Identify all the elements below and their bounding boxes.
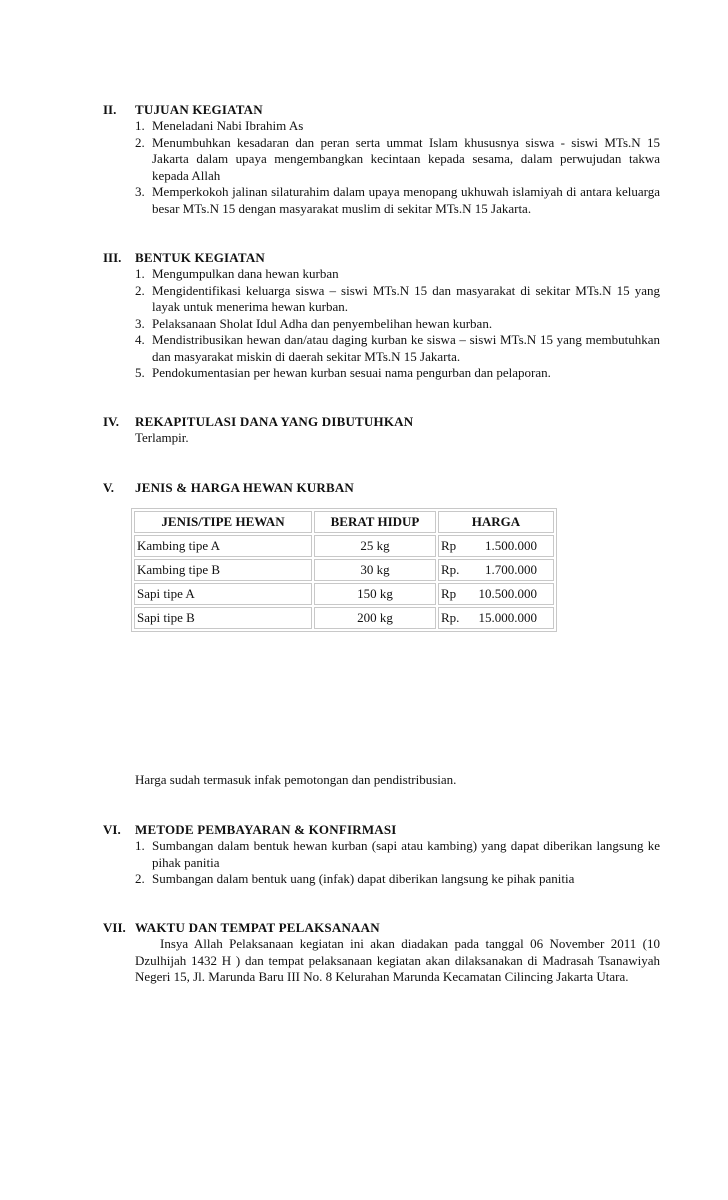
section-body [135,936,660,986]
section-heading: WAKTU DAN TEMPAT PELAKSANAAN [135,920,380,935]
item-text: Mendistribusikan hewan dan/atau daging kurban ke siswa – siswi MTs.N 15 yang membutuhkan dan masyarakat miskin di daerah sekitar MTs.N 15 Jakarta. [152,332,660,364]
section-numeral: VII. [103,920,126,935]
section-body [135,266,660,382]
item-text: Menumbuhkan kesadaran dan peran serta ummat Islam khususnya siswa - siswi MTs.N 15 Jakarta dalam upaya mengembangkan kecintaan kepada sesama, dalam perwujudan takwa kepada Allah [152,134,660,183]
item-text: Memperkokoh jalinan silaturahim dalam upaya menopang ukhuwah islamiyah di antara keluarga besar MTs.N 15 dengan masyarakat muslim di sekitar MTs.N 15 Jakarta. [152,184,660,216]
activity-list [135,266,660,382]
cell-price [438,535,554,557]
section-numeral: III. [103,250,122,265]
item-text: Pelaksanaan Sholat Idul Adha dan penyembelihan hewan kurban. [152,315,493,331]
cell-weight: 150 kg [314,583,436,605]
table-header-row [134,511,554,533]
table-row [134,607,554,629]
section-body [135,118,660,217]
section-heading: METODE PEMBAYARAN & KONFIRMASI [135,822,397,837]
item-number: 4. [135,332,145,347]
price-amount: 1.500.000 [485,538,537,554]
list-item [135,838,660,871]
cell-weight: 200 kg [314,607,436,629]
item-text: Sumbangan dalam bentuk hewan kurban (sapi atau kambing) yang dapat diberikan langsung ke pihak panitia [152,838,660,870]
price-amount: 10.500.000 [478,586,537,602]
column-header-weight: BERAT HIDUP [314,511,436,533]
item-number: 2. [135,134,145,150]
item-text: Mengumpulkan dana hewan kurban [152,266,339,281]
price-note: Harga sudah termasuk infak pemotongan dan pendistribusian. [135,772,457,787]
item-number: 1. [135,118,145,133]
section-body [135,430,660,447]
column-header-type: JENIS/TIPE HEWAN [134,511,312,533]
item-text: Sumbangan dalam bentuk uang (infak) dapat diberikan langsung ke pihak panitia [152,871,575,886]
item-number: 3. [135,184,145,199]
cell-type: Kambing tipe A [134,535,312,557]
item-number: 5. [135,365,145,380]
item-number: 1. [135,266,145,281]
section-numeral: V. [103,480,114,495]
list-item [135,365,660,382]
section-body [135,838,660,888]
item-number: 3. [135,315,145,331]
table-row [134,583,554,605]
cell-type: Kambing tipe B [134,559,312,581]
list-item [135,266,660,283]
item-number: 2. [135,871,145,886]
list-item [135,316,660,333]
list-item [135,283,660,316]
item-text: Meneladani Nabi Ibrahim As [152,118,304,133]
section-numeral: VI. [103,822,121,837]
item-text: Mengidentifikasi keluarga siswa – siswi MTs.N 15 dan masyarakat di sekitar MTs.N 15 yang layak untuk menerima hewan kurban. [152,282,660,314]
section-heading: BENTUK KEGIATAN [135,250,266,265]
price-currency: Rp. [441,562,460,578]
section-heading: TUJUAN KEGIATAN [135,102,263,117]
list-item [135,871,660,888]
list-item [135,332,660,365]
cell-price [438,583,554,605]
section-numeral: IV. [103,414,120,429]
section-heading: REKAPITULASI DANA YANG DIBUTUHKAN [135,414,414,429]
cell-type: Sapi tipe B [134,607,312,629]
list-item [135,135,660,185]
price-amount: 15.000.000 [478,610,537,626]
item-text: Pendokumentasian per hewan kurban sesuai nama pengurban dan pelaporan. [152,365,551,380]
price-currency: Rp [441,538,457,554]
payment-list [135,838,660,888]
cell-price [438,607,554,629]
item-number: 2. [135,282,145,298]
price-currency: Rp [441,586,457,602]
price-amount: 1.700.000 [485,562,537,578]
section-text: Terlampir. [135,430,189,445]
price-currency: Rp. [441,610,460,626]
price-table [131,508,557,632]
section-numeral: II. [103,102,117,117]
list-item [135,118,660,135]
list-item [135,184,660,217]
section-text: Insya Allah Pelaksanaan kegiatan ini akan diadakan pada tanggal 06 November 2011 (10 Dzulhijah 1432 H ) dan tempat pelaksanaan kegiatan akan dilaksanakan di Madrasah Tsanawiyah Negeri 15, Jl. Marunda Baru III No. 8 Kelurahan Marunda Kecamatan Cilincing Jakarta Utara. [135,936,660,984]
item-number: 1. [135,838,145,853]
cell-type: Sapi tipe A [134,583,312,605]
cell-price [438,559,554,581]
column-header-price: HARGA [438,511,554,533]
section-heading: JENIS & HARGA HEWAN KURBAN [135,480,355,495]
objective-list [135,118,660,217]
table-row [134,559,554,581]
cell-weight: 25 kg [314,535,436,557]
cell-weight: 30 kg [314,559,436,581]
table-row [134,535,554,557]
